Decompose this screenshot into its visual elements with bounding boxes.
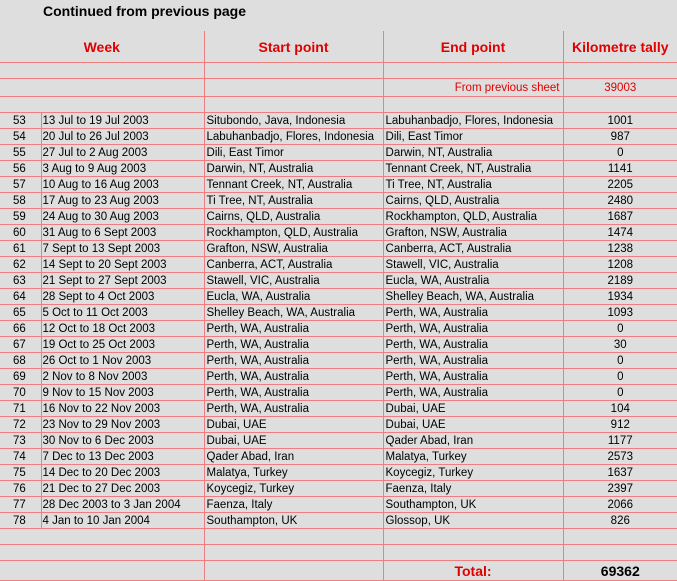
- row-week: 3 Aug to 9 Aug 2003: [41, 161, 204, 177]
- row-start-point: Cairns, QLD, Australia: [204, 209, 383, 225]
- table-row: [0, 513, 677, 529]
- table-row: [0, 449, 677, 465]
- row-end-point: Southampton, UK: [383, 497, 563, 513]
- row-week: 31 Aug to 6 Sept 2003: [41, 225, 204, 241]
- row-start-point: Shelley Beach, WA, Australia: [204, 305, 383, 321]
- total-label: Total:: [383, 561, 563, 581]
- row-week: 16 Nov to 22 Nov 2003: [41, 401, 204, 417]
- row-start-point: Stawell, VIC, Australia: [204, 273, 383, 289]
- row-number: 67: [0, 337, 41, 353]
- row-start-point: Situbondo, Java, Indonesia: [204, 113, 383, 129]
- row-end-point: Canberra, ACT, Australia: [383, 241, 563, 257]
- row-number: 58: [0, 193, 41, 209]
- previous-sheet-label: From previous sheet: [383, 79, 563, 97]
- row-week: 7 Sept to 13 Sept 2003: [41, 241, 204, 257]
- row-end-point: Perth, WA, Australia: [383, 305, 563, 321]
- row-end-point: Labuhanbadjo, Flores, Indonesia: [383, 113, 563, 129]
- row-week: 26 Oct to 1 Nov 2003: [41, 353, 204, 369]
- row-start-point: Koycegiz, Turkey: [204, 481, 383, 497]
- row-end-point: Perth, WA, Australia: [383, 353, 563, 369]
- table-row: [0, 209, 677, 225]
- row-start-point: Eucla, WA, Australia: [204, 289, 383, 305]
- row-kilometres: 987: [563, 129, 677, 145]
- row-start-point: Darwin, NT, Australia: [204, 161, 383, 177]
- row-number: 59: [0, 209, 41, 225]
- row-start-point: Southampton, UK: [204, 513, 383, 529]
- row-end-point: Darwin, NT, Australia: [383, 145, 563, 161]
- row-number: 73: [0, 433, 41, 449]
- row-week: 24 Aug to 30 Aug 2003: [41, 209, 204, 225]
- row-end-point: Malatya, Turkey: [383, 449, 563, 465]
- table-row: [0, 433, 677, 449]
- header-row: [0, 31, 677, 63]
- row-kilometres: 826: [563, 513, 677, 529]
- spacer-row: [0, 545, 677, 561]
- row-start-point: Ti Tree, NT, Australia: [204, 193, 383, 209]
- row-start-point: Dubai, UAE: [204, 433, 383, 449]
- row-kilometres: 104: [563, 401, 677, 417]
- spacer-row: [0, 529, 677, 545]
- row-number: 64: [0, 289, 41, 305]
- table-row: [0, 145, 677, 161]
- previous-sheet-value: 39003: [563, 79, 677, 97]
- row-kilometres: 2397: [563, 481, 677, 497]
- table-row: [0, 337, 677, 353]
- row-kilometres: 2480: [563, 193, 677, 209]
- row-end-point: Shelley Beach, WA, Australia: [383, 289, 563, 305]
- row-number: 72: [0, 417, 41, 433]
- row-start-point: Dili, East Timor: [204, 145, 383, 161]
- row-start-point: Perth, WA, Australia: [204, 337, 383, 353]
- table-row: [0, 353, 677, 369]
- row-kilometres: 1687: [563, 209, 677, 225]
- row-week: 19 Oct to 25 Oct 2003: [41, 337, 204, 353]
- row-number: 70: [0, 385, 41, 401]
- table-row: [0, 161, 677, 177]
- row-number: 74: [0, 449, 41, 465]
- row-kilometres: 1238: [563, 241, 677, 257]
- row-number: 53: [0, 113, 41, 129]
- row-kilometres: 2189: [563, 273, 677, 289]
- row-number: 76: [0, 481, 41, 497]
- row-end-point: Qader Abad, Iran: [383, 433, 563, 449]
- row-number: 66: [0, 321, 41, 337]
- row-week: 23 Nov to 29 Nov 2003: [41, 417, 204, 433]
- row-end-point: Eucla, WA, Australia: [383, 273, 563, 289]
- row-number: 63: [0, 273, 41, 289]
- table-row: [0, 385, 677, 401]
- page-title: Continued from previous page: [43, 3, 247, 19]
- row-end-point: Koycegiz, Turkey: [383, 465, 563, 481]
- row-number: 55: [0, 145, 41, 161]
- header-week: Week: [0, 31, 204, 63]
- row-number: 62: [0, 257, 41, 273]
- row-end-point: Tennant Creek, NT, Australia: [383, 161, 563, 177]
- row-end-point: Perth, WA, Australia: [383, 321, 563, 337]
- row-start-point: Perth, WA, Australia: [204, 401, 383, 417]
- row-week: 28 Dec 2003 to 3 Jan 2004: [41, 497, 204, 513]
- row-end-point: Ti Tree, NT, Australia: [383, 177, 563, 193]
- row-kilometres: 2573: [563, 449, 677, 465]
- table-row: [0, 401, 677, 417]
- row-week: 7 Dec to 13 Dec 2003: [41, 449, 204, 465]
- table-row: [0, 225, 677, 241]
- row-kilometres: 1208: [563, 257, 677, 273]
- row-week: 5 Oct to 11 Oct 2003: [41, 305, 204, 321]
- table-row: [0, 257, 677, 273]
- row-start-point: Malatya, Turkey: [204, 465, 383, 481]
- tally-table: [0, 31, 677, 581]
- table-row: [0, 193, 677, 209]
- table-row: [0, 481, 677, 497]
- row-kilometres: 1001: [563, 113, 677, 129]
- row-start-point: Dubai, UAE: [204, 417, 383, 433]
- row-number: 78: [0, 513, 41, 529]
- row-number: 71: [0, 401, 41, 417]
- row-end-point: Dili, East Timor: [383, 129, 563, 145]
- row-kilometres: 2066: [563, 497, 677, 513]
- row-week: 20 Jul to 26 Jul 2003: [41, 129, 204, 145]
- row-week: 14 Sept to 20 Sept 2003: [41, 257, 204, 273]
- row-start-point: Grafton, NSW, Australia: [204, 241, 383, 257]
- row-number: 56: [0, 161, 41, 177]
- row-number: 77: [0, 497, 41, 513]
- table-row: [0, 129, 677, 145]
- total-row: [0, 561, 677, 581]
- row-kilometres: 912: [563, 417, 677, 433]
- row-number: 69: [0, 369, 41, 385]
- row-end-point: Perth, WA, Australia: [383, 369, 563, 385]
- row-kilometres: 1474: [563, 225, 677, 241]
- header-kilometre-tally: Kilometre tally: [563, 31, 677, 63]
- row-week: 10 Aug to 16 Aug 2003: [41, 177, 204, 193]
- previous-sheet-row: [0, 79, 677, 97]
- row-kilometres: 0: [563, 145, 677, 161]
- row-kilometres: 1141: [563, 161, 677, 177]
- row-start-point: Perth, WA, Australia: [204, 385, 383, 401]
- row-week: 2 Nov to 8 Nov 2003: [41, 369, 204, 385]
- table-row: [0, 497, 677, 513]
- row-week: 14 Dec to 20 Dec 2003: [41, 465, 204, 481]
- table-row: [0, 241, 677, 257]
- total-value: 69362: [563, 561, 677, 581]
- row-end-point: Rockhampton, QLD, Australia: [383, 209, 563, 225]
- row-number: 60: [0, 225, 41, 241]
- row-number: 75: [0, 465, 41, 481]
- row-kilometres: 30: [563, 337, 677, 353]
- row-kilometres: 2205: [563, 177, 677, 193]
- row-start-point: Faenza, Italy: [204, 497, 383, 513]
- row-start-point: Perth, WA, Australia: [204, 321, 383, 337]
- row-number: 54: [0, 129, 41, 145]
- row-number: 61: [0, 241, 41, 257]
- row-end-point: Cairns, QLD, Australia: [383, 193, 563, 209]
- row-end-point: Faenza, Italy: [383, 481, 563, 497]
- table-row: [0, 289, 677, 305]
- row-start-point: Perth, WA, Australia: [204, 353, 383, 369]
- row-kilometres: 1177: [563, 433, 677, 449]
- row-start-point: Qader Abad, Iran: [204, 449, 383, 465]
- table-row: [0, 177, 677, 193]
- row-start-point: Labuhanbadjo, Flores, Indonesia: [204, 129, 383, 145]
- row-week: 27 Jul to 2 Aug 2003: [41, 145, 204, 161]
- table-row: [0, 113, 677, 129]
- row-week: 9 Nov to 15 Nov 2003: [41, 385, 204, 401]
- header-start-point: Start point: [204, 31, 383, 63]
- row-week: 30 Nov to 6 Dec 2003: [41, 433, 204, 449]
- row-start-point: Rockhampton, QLD, Australia: [204, 225, 383, 241]
- table-row: [0, 465, 677, 481]
- row-kilometres: 0: [563, 369, 677, 385]
- row-end-point: Stawell, VIC, Australia: [383, 257, 563, 273]
- table-row: [0, 417, 677, 433]
- row-number: 57: [0, 177, 41, 193]
- row-week: 21 Sept to 27 Sept 2003: [41, 273, 204, 289]
- row-kilometres: 0: [563, 321, 677, 337]
- row-end-point: Grafton, NSW, Australia: [383, 225, 563, 241]
- row-week: 28 Sept to 4 Oct 2003: [41, 289, 204, 305]
- row-end-point: Glossop, UK: [383, 513, 563, 529]
- row-start-point: Canberra, ACT, Australia: [204, 257, 383, 273]
- table-row: [0, 273, 677, 289]
- row-end-point: Perth, WA, Australia: [383, 385, 563, 401]
- row-end-point: Perth, WA, Australia: [383, 337, 563, 353]
- row-kilometres: 0: [563, 353, 677, 369]
- table-row: [0, 369, 677, 385]
- row-start-point: Tennant Creek, NT, Australia: [204, 177, 383, 193]
- row-number: 65: [0, 305, 41, 321]
- row-kilometres: 1093: [563, 305, 677, 321]
- spacer-row: [0, 63, 677, 79]
- table-row: [0, 321, 677, 337]
- row-kilometres: 1934: [563, 289, 677, 305]
- row-week: 13 Jul to 19 Jul 2003: [41, 113, 204, 129]
- row-week: 12 Oct to 18 Oct 2003: [41, 321, 204, 337]
- row-end-point: Dubai, UAE: [383, 417, 563, 433]
- table-row: [0, 305, 677, 321]
- row-kilometres: 0: [563, 385, 677, 401]
- row-number: 68: [0, 353, 41, 369]
- row-start-point: Perth, WA, Australia: [204, 369, 383, 385]
- row-week: 4 Jan to 10 Jan 2004: [41, 513, 204, 529]
- spacer-row: [0, 97, 677, 113]
- header-end-point: End point: [383, 31, 563, 63]
- row-kilometres: 1637: [563, 465, 677, 481]
- row-week: 17 Aug to 23 Aug 2003: [41, 193, 204, 209]
- row-end-point: Dubai, UAE: [383, 401, 563, 417]
- row-week: 21 Dec to 27 Dec 2003: [41, 481, 204, 497]
